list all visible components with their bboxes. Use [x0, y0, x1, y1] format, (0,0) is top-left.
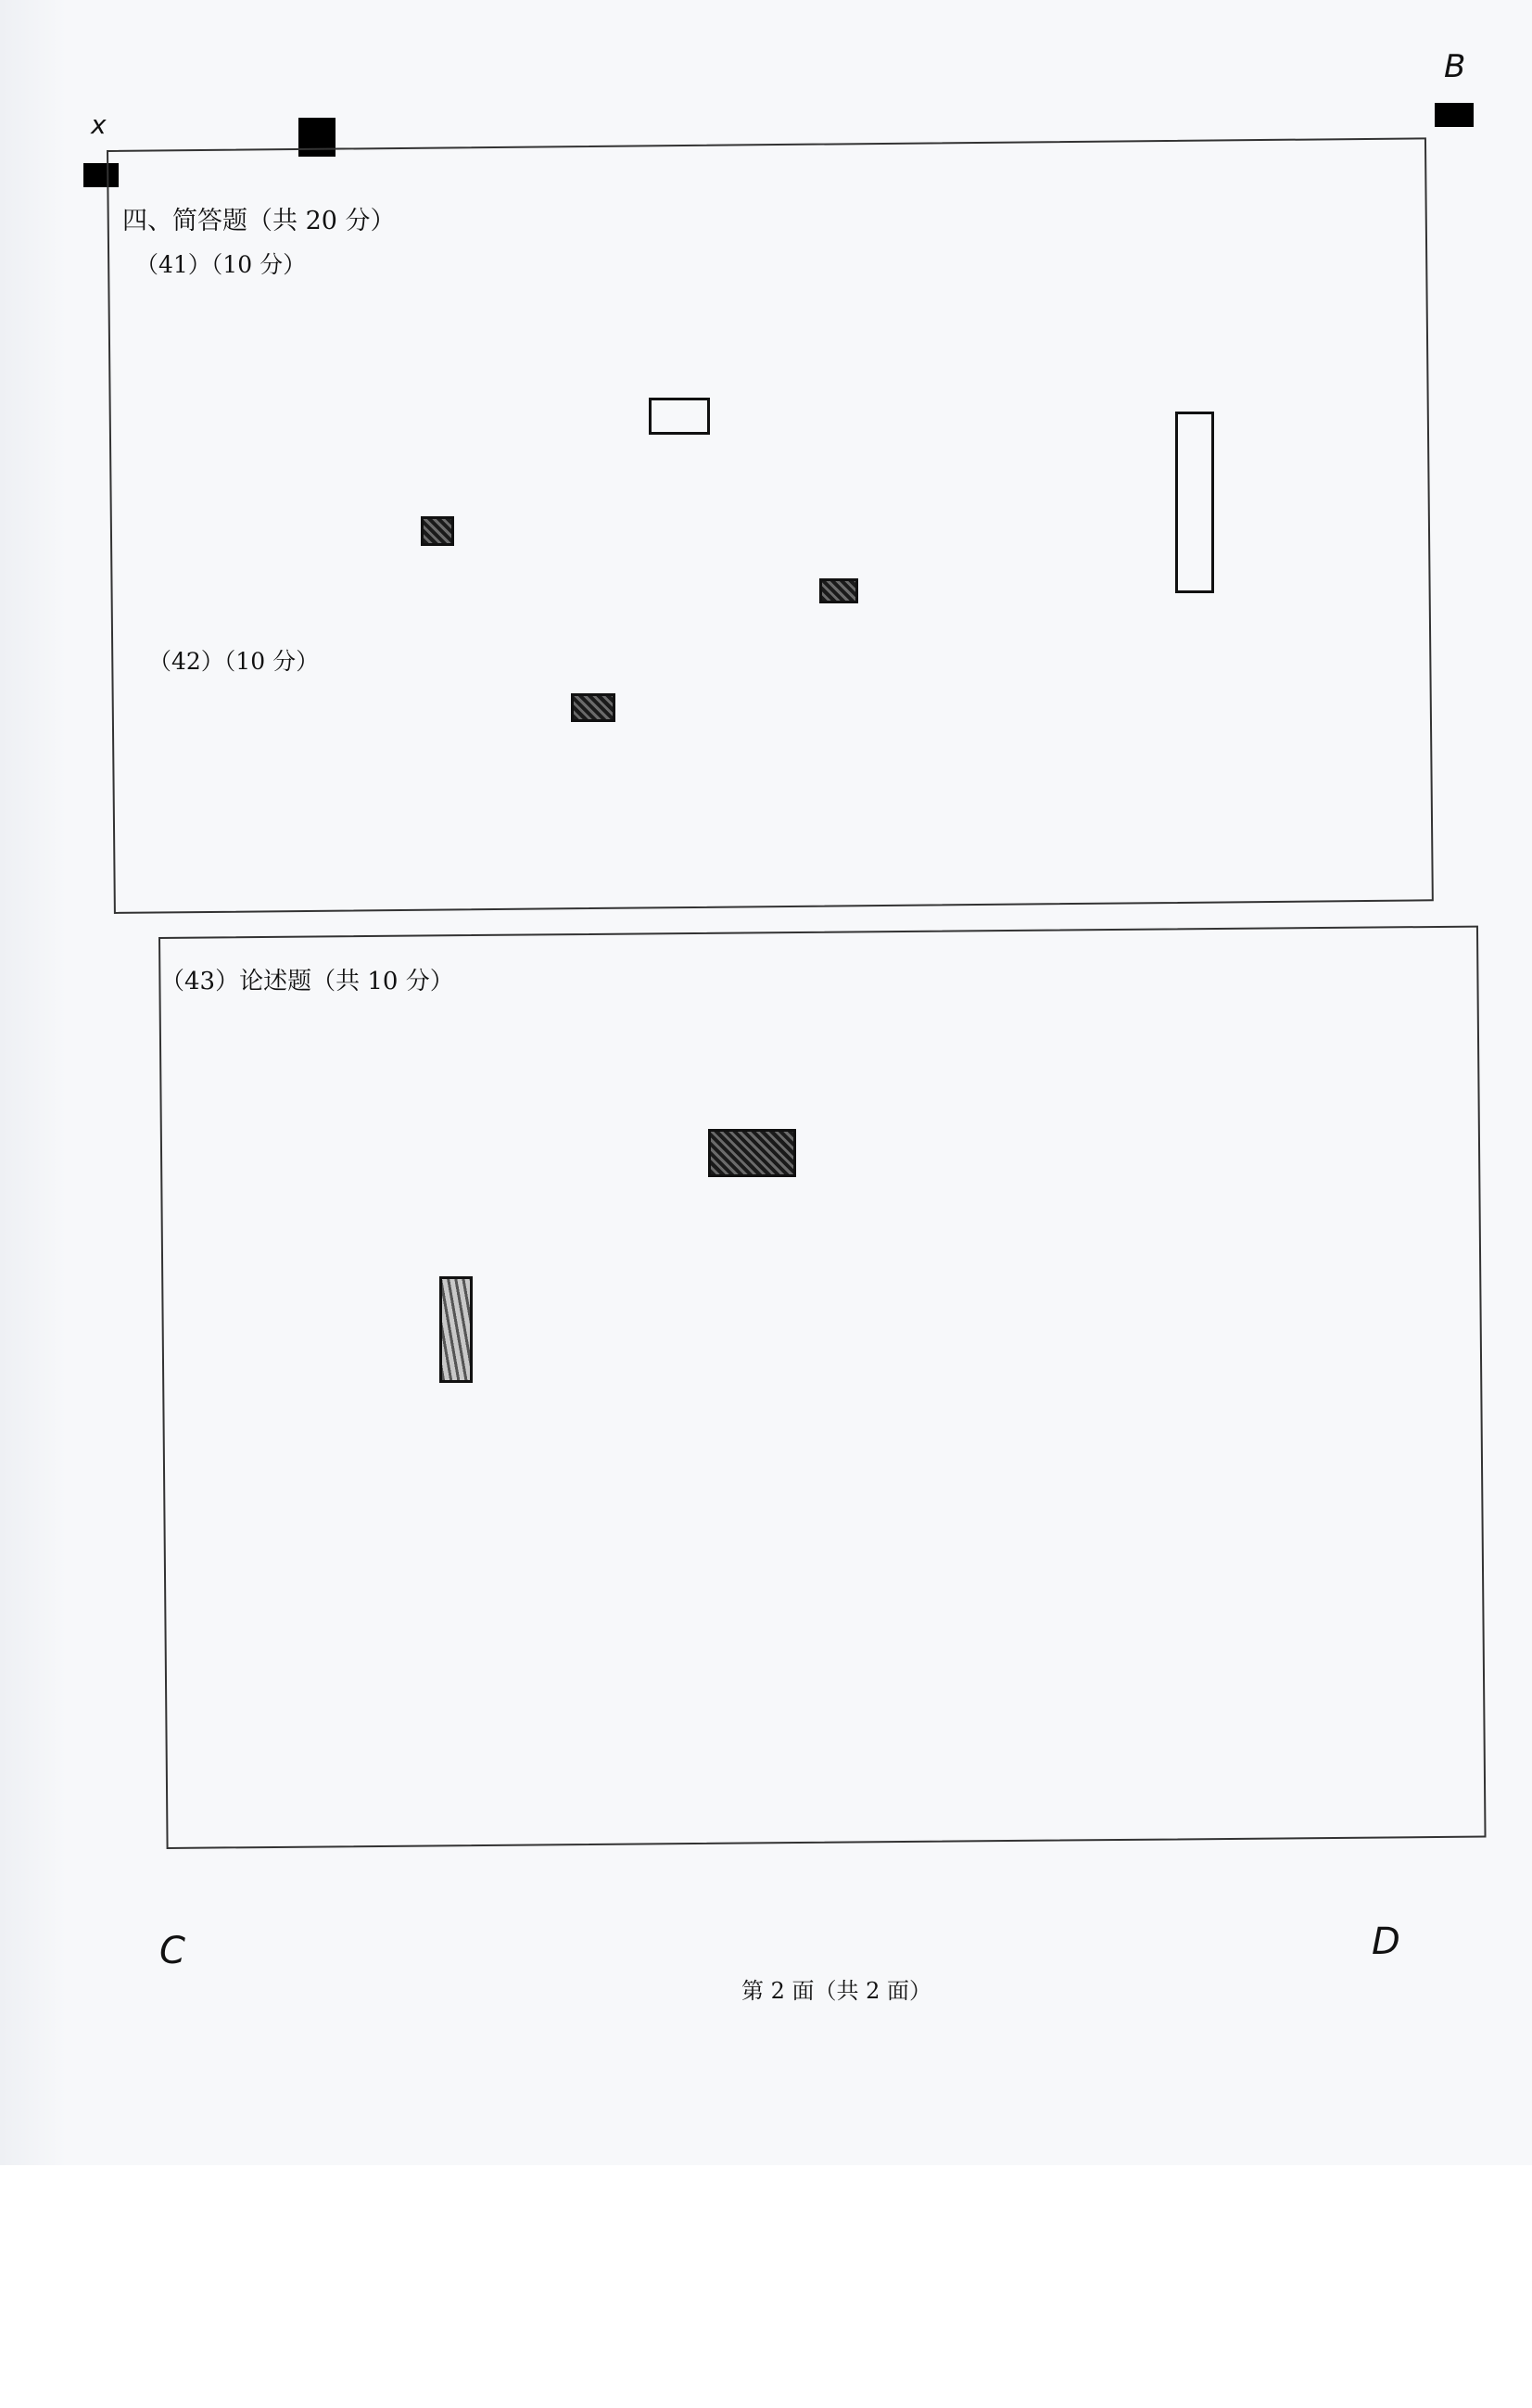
hand-drawn-rectangle: [649, 398, 710, 435]
corner-letter-top-left: х: [91, 109, 107, 140]
registration-mark-top-right: [1435, 103, 1474, 127]
hand-drawn-tall-rectangle: [1175, 412, 1214, 593]
question-41-label: （41）（10 分）: [135, 251, 307, 278]
hand-drawn-rectangle-filled: [708, 1129, 796, 1177]
hand-drawn-rectangle-filled: [571, 693, 615, 722]
corner-letter-bottom-right: D: [1372, 1920, 1400, 1963]
hand-drawn-rectangle-filled: [421, 516, 454, 546]
section-heading: 四、简答题（共 20 分）: [122, 207, 396, 235]
essay-box: [158, 926, 1487, 1849]
question-43-label: （43）论述题（共 10 分）: [160, 968, 454, 995]
hand-drawn-rectangle-filled: [819, 578, 858, 603]
scan-edge-shadow: [0, 0, 67, 2165]
corner-letter-bottom-left: C: [159, 1930, 185, 1972]
page-number-footer: 第 2 面（共 2 面）: [741, 1978, 932, 2004]
corner-letter-top-right: B: [1444, 48, 1466, 85]
hand-drawn-tall-rectangle-shaded: [439, 1276, 473, 1383]
question-42-label: （42）（10 分）: [148, 648, 320, 675]
